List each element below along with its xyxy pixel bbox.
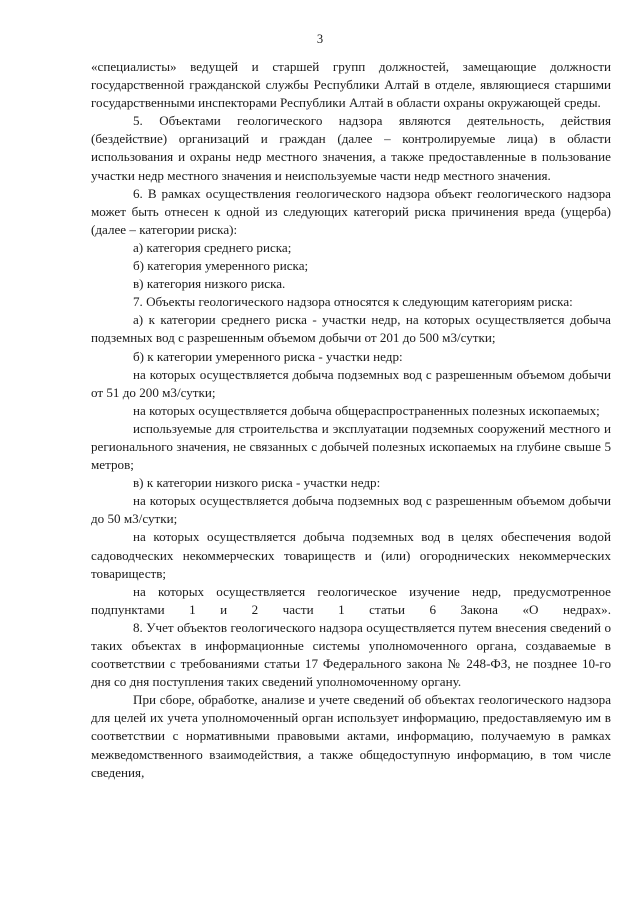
paragraph-6-risk-categories: 6. В рамках осуществления геологического надзора объект геологического надзора может быть отнесен к одной из следующих категорий риска причинения вреда (ущерба) (далее – категории риска): [91,185,611,237]
document-body [91,58,611,782]
list-item-moderate-risk: б) категория умеренного риска; [133,258,309,274]
paragraph-7-risk-assignment: 7. Объекты геологического надзора относятся к следующим категориям риска: [133,294,573,310]
page-number: 3 [316,32,324,46]
moderate-risk-underground-structures: используемые для строительства и эксплуатации подземных сооружений местного и регионального значения, не связанных с добычей полезных ископаемых на глубине свыше 5 метров; [91,420,611,473]
list-item-medium-risk: а) категория среднего риска; [133,239,292,255]
low-risk-gardening-associations: на которых осуществляется добыча подземных вод в целях обеспечения водой садоводческих некоммерческих товариществ и (или) огороднических некоммерческих товариществ; [91,529,611,581]
moderate-risk-groundwater: на которых осуществляется добыча подземных вод с разрешенным объемом добычи от 51 до 200 м3/сутки; [91,366,611,400]
clause-a-medium-risk-sites: а) к категории среднего риска - участки недр, на которых осуществляется добыча подземных вод с разрешенным объемом добычи от 201 до 500 м3/сутки; [91,312,611,346]
low-risk-groundwater: на которых осуществляется добыча подземных вод с разрешенным объемом добычи до 50 м3/сутки; [91,493,611,527]
clause-b-moderate-risk-sites: б) к категории умеренного риска - участки недр: [133,348,403,364]
low-risk-geological-study: на которых осуществляется геологическое изучение недр, предусмотренное подпунктами 1 и 2 части 1 статьи 6 Закона «О недрах». [91,583,611,617]
clause-c-low-risk-sites: в) к категории низкого риска - участки недр: [133,475,381,491]
paragraph-5-objects-of-supervision: 5. Объектами геологического надзора являются деятельность, действия (бездействие) организаций и граждан (далее – контролируемые лица) в области использования и охраны недр местного значения, а также предоставленные в пользование участки недр местного значения и неиспользуемые части недр местного значения. [91,113,611,183]
paragraph-information-usage: При сборе, обработке, анализе и учете сведений об объектах геологического надзора для целей их учета уполномоченный орган использует информацию, предоставляемую им в соответствии с нормативными правовыми актами, информацию, получаемую в рамках межведомственного взаимодействия, а также общедоступную информацию, в том числе сведения, [91,692,611,780]
paragraph-specialists-continued: «специалисты» ведущей и старшей групп должностей, замещающие должности государственной гражданской службы Республики Алтай в отделе, являющиеся старшими государственными инспекторами Республики Алтай в области охраны окружающей среды. [91,59,611,111]
list-item-low-risk: в) категория низкого риска. [133,276,286,292]
moderate-risk-common-minerals: на которых осуществляется добыча общераспространенных полезных ископаемых; [133,402,600,418]
paragraph-8-accounting: 8. Учет объектов геологического надзора осуществляется путем внесения сведений о таких объектах в информационные системы уполномоченного органа, создаваемые в соответствии с требованиями статьи 17 Федерального закона № 248-ФЗ, не позднее 10-го дня со дня поступления таких сведений уполномоченному органу. [91,619,611,690]
